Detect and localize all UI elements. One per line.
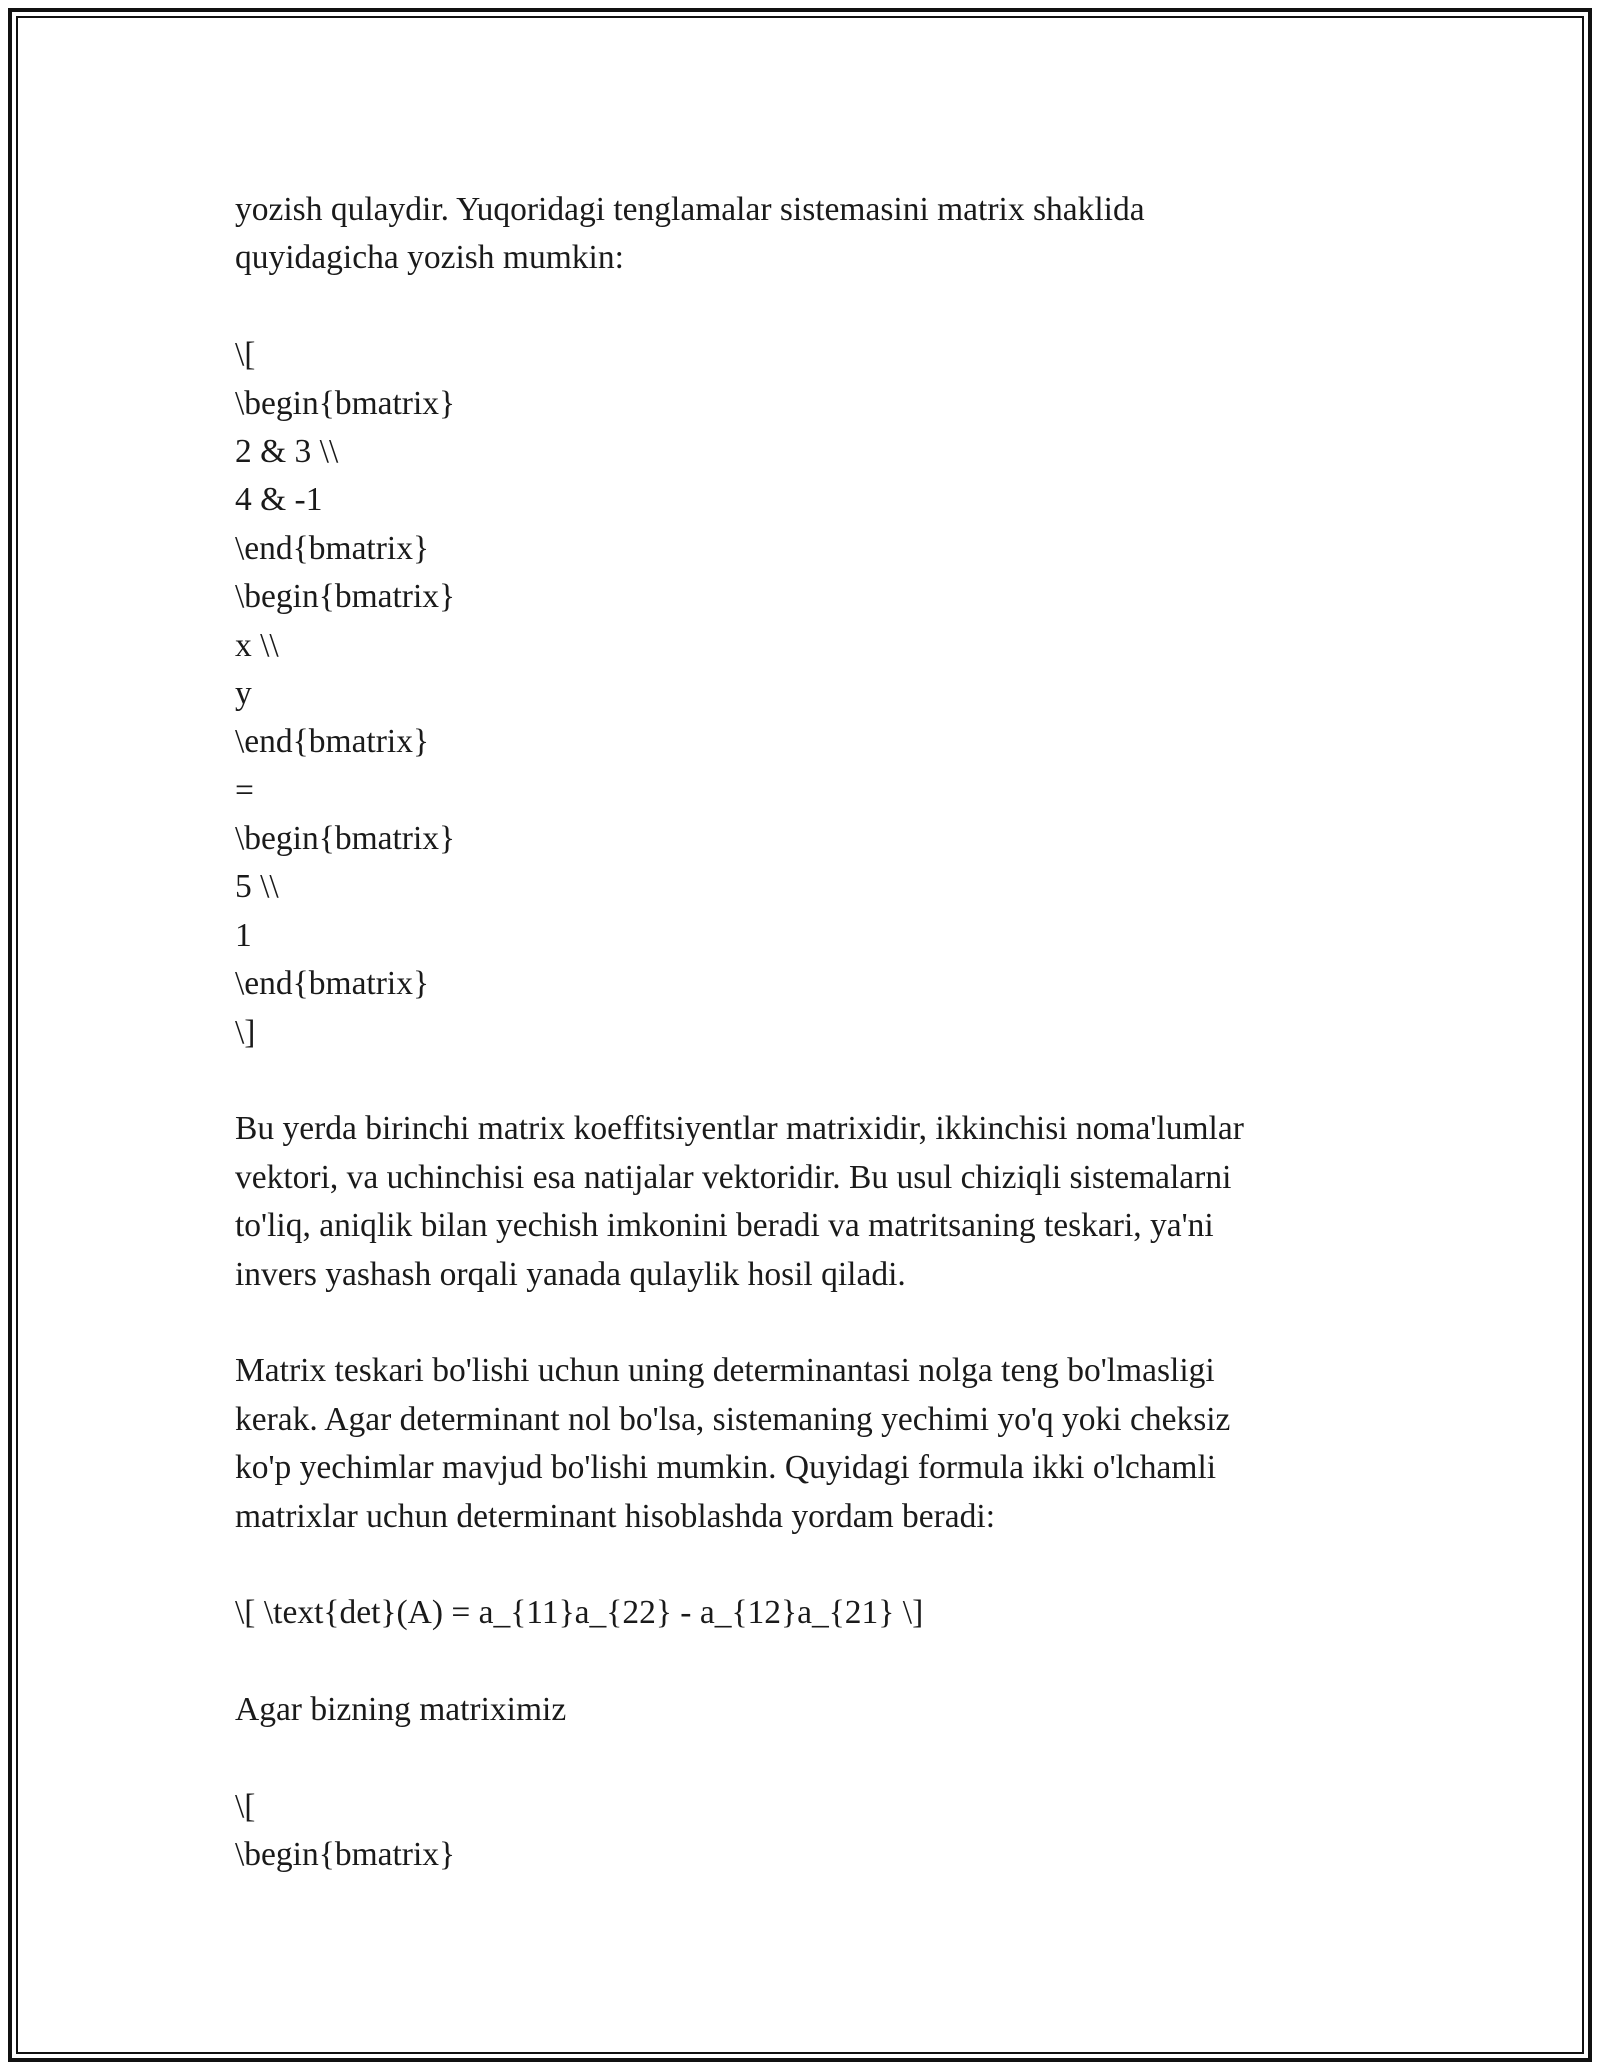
- text-line: to'liq, aniqlik bilan yechish imkonini beradi va matritsaning teskari, ya'ni: [235, 1207, 1214, 1245]
- formula-line: \end{bmatrix}: [235, 529, 430, 567]
- text-line: vektori, va uchinchisi esa natijalar vektoridir. Bu usul chiziqli sistemalarni: [235, 1158, 1232, 1196]
- blank-line: [235, 1735, 1415, 1783]
- blank-line: [235, 1541, 1415, 1589]
- formula-line: \[ \text{det}(A) = a_{11}a_{22} - a_{12}a_{21} \]: [235, 1594, 924, 1632]
- formula-line: \[: [235, 336, 256, 374]
- formula-line: \begin{bmatrix}: [235, 578, 456, 616]
- text-line: kerak. Agar determinant nol bo'lsa, sistemaning yechimi yo'q yoki cheksiz: [235, 1400, 1231, 1438]
- text-line: yozish qulaydir. Yuqoridagi tenglamalar sistemasini matrix shaklida: [235, 191, 1145, 228]
- document-body: [235, 186, 1415, 1880]
- formula-line: \begin{bmatrix}: [235, 820, 456, 858]
- formula-line: \end{bmatrix}: [235, 723, 430, 761]
- formula-line: \begin{bmatrix}: [235, 1836, 456, 1874]
- formula-line: =: [235, 771, 254, 809]
- formula-line: \]: [235, 1013, 256, 1051]
- formula-line: x \\: [235, 626, 279, 664]
- formula-line: 1: [235, 916, 252, 954]
- formula-line: 2 & 3 \\: [235, 432, 339, 470]
- blank-line: [235, 1638, 1415, 1686]
- formula-line: y: [235, 674, 252, 712]
- formula-line: \[: [235, 1787, 256, 1825]
- text-line: Matrix teskari bo'lishi uchun uning determinantasi nolga teng bo'lmasligi: [235, 1352, 1215, 1390]
- formula-line: 5 \\: [235, 868, 279, 906]
- formula-line: \begin{bmatrix}: [235, 384, 456, 422]
- text-line: matrixlar uchun determinant hisoblashda yordam beradi:: [235, 1497, 996, 1535]
- blank-line: [235, 1057, 1415, 1105]
- text-line: invers yashash orqali yanada qulaylik hosil qiladi.: [235, 1255, 906, 1293]
- formula-line: \end{bmatrix}: [235, 965, 430, 1003]
- text-line: quyidagicha yozish mumkin:: [235, 239, 624, 277]
- blank-line: [235, 283, 1415, 331]
- blank-line: [235, 1299, 1415, 1347]
- text-line: ko'p yechimlar mavjud bo'lishi mumkin. Quyidagi formula ikki o'lchamli: [235, 1449, 1217, 1487]
- text-line: Agar bizning matriximiz: [235, 1691, 567, 1729]
- formula-line: 4 & -1: [235, 481, 323, 519]
- text-line: Bu yerda birinchi matrix koeffitsiyentlar matrixidir, ikkinchisi noma'lumlar: [235, 1110, 1244, 1148]
